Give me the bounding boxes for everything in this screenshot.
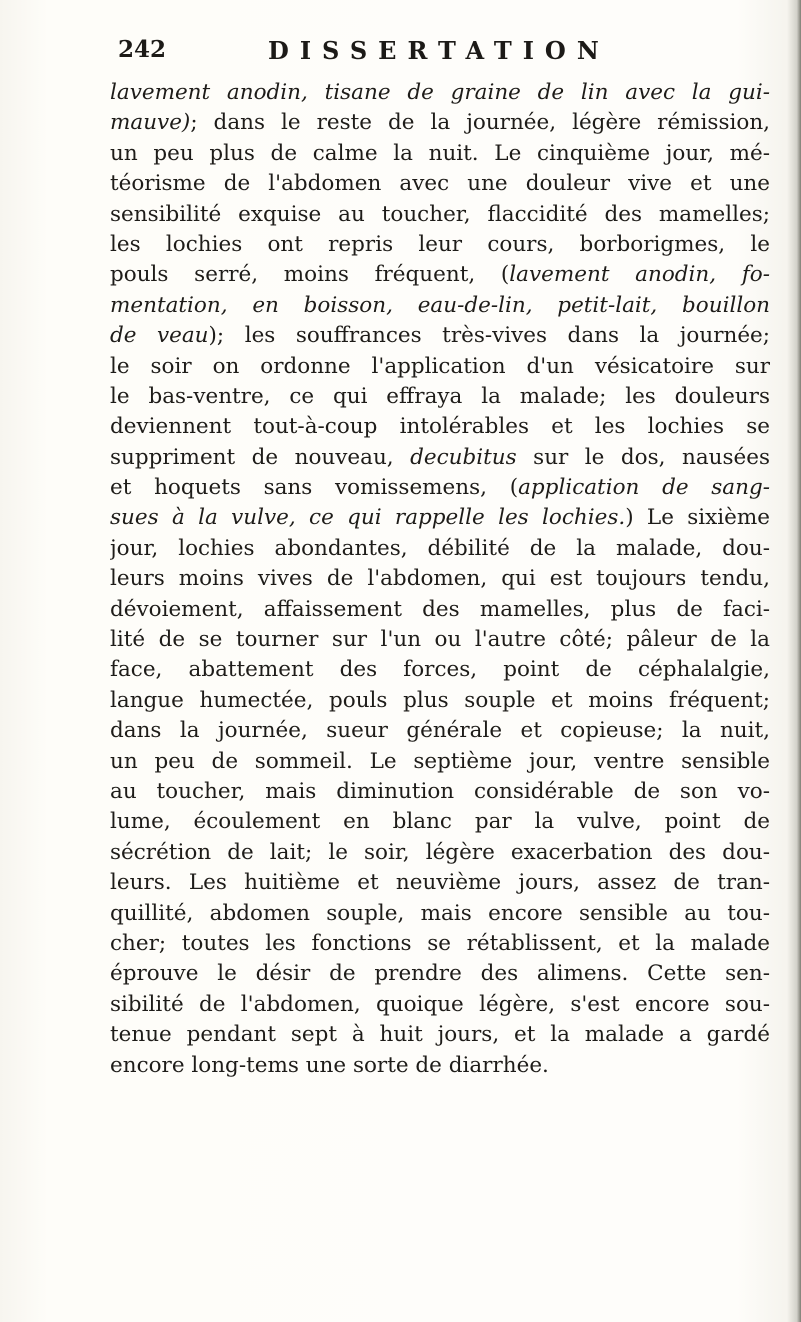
running-title: DISSERTATION [268, 36, 610, 65]
text-segment: deviennent tout-à-coup intolérables et les lochies se [110, 414, 770, 440]
text-segment: éprouve le désir de prendre des alimens. Cette sen- [110, 961, 770, 987]
text-line [110, 321, 770, 351]
text-line [110, 747, 770, 777]
text-line [110, 777, 770, 807]
text-segment: sibilité de l'abdomen, quoique légère, s'est encore sou- [110, 991, 770, 1017]
text-segment: leurs. Les huitième et neuvième jours, assez de tran- [110, 870, 770, 896]
text-segment: sécrétion de lait; le soir, légère exacerbation des dou- [110, 839, 770, 865]
text-segment: lité de se tourner sur l'un ou l'autre côté; pâleur de la [110, 627, 770, 653]
text-line [110, 686, 770, 716]
text-line [110, 78, 770, 108]
text-segment: dévoiement, affaissement des mamelles, plus de faci- [110, 596, 770, 622]
text-line [110, 139, 770, 169]
text-segment: ; dans le reste de la journée, légère rémission, [190, 110, 770, 136]
text-line [110, 503, 770, 533]
italic-segment: sues à la vulve, ce qui rappelle les lochies. [110, 505, 626, 531]
text-segment: le soir on ordonne l'application d'un vésicatoire sur [110, 353, 770, 379]
text-line [110, 595, 770, 625]
text-line [110, 1051, 770, 1081]
text-line [110, 564, 770, 594]
text-segment: face, abattement des forces, point de céphalalgie, [110, 657, 770, 683]
text-line [110, 868, 770, 898]
text-segment: téorisme de l'abdomen avec une douleur vive et une [110, 171, 770, 197]
page-number: 242 [118, 36, 167, 63]
text-segment: encore long-tems une sorte de diarrhée. [110, 1052, 549, 1078]
text-line [110, 108, 770, 138]
text-line [110, 899, 770, 929]
text-line [110, 1020, 770, 1050]
text-segment: pouls serré, moins fréquent, ( [110, 262, 510, 288]
text-segment: le bas-ventre, ce qui effraya la malade; les douleurs [110, 383, 770, 409]
text-line [110, 230, 770, 260]
text-segment: lume, écoulement en blanc par la vulve, point de [110, 809, 770, 835]
text-segment: ); les souffrances très-vives dans la journée; [208, 323, 770, 349]
text-line [110, 807, 770, 837]
text-segment: un peu de sommeil. Le septième jour, ventre sensible [110, 748, 770, 774]
body-text [110, 78, 770, 1081]
page-header [118, 36, 718, 72]
italic-segment: mentation, en boisson, eau-de-lin, petit-lait, bouillon [110, 292, 770, 318]
text-segment: dans la journée, sueur générale et copieuse; la nuit, [110, 718, 770, 744]
italic-segment: decubitus [410, 444, 517, 470]
text-line [110, 412, 770, 442]
text-line [110, 443, 770, 473]
text-segment: au toucher, mais diminution considérable de son vo- [110, 778, 770, 804]
text-line [110, 990, 770, 1020]
page-edge-shadow [787, 0, 801, 1322]
text-segment: ) Le sixième [625, 505, 770, 531]
text-line [110, 655, 770, 685]
text-segment: jour, lochies abondantes, débilité de la malade, dou- [110, 535, 770, 561]
text-line [110, 260, 770, 290]
text-line [110, 291, 770, 321]
text-line [110, 169, 770, 199]
text-segment: suppriment de nouveau, [110, 444, 411, 470]
text-line [110, 625, 770, 655]
italic-segment: lavement anodin, tisane de graine de lin avec la gui- [110, 80, 770, 105]
text-segment: leurs moins vives de l'abdomen, qui est toujours tendu, [110, 566, 770, 592]
italic-segment: application de sang- [518, 475, 770, 501]
text-segment: et hoquets sans vomissemens, ( [110, 475, 519, 501]
italic-segment: de veau [110, 323, 209, 349]
text-line [110, 959, 770, 989]
text-line [110, 534, 770, 564]
text-segment: langue humectée, pouls plus souple et moins fréquent; [110, 687, 770, 713]
italic-segment: mauve) [110, 110, 191, 136]
text-segment: quillité, abdomen souple, mais encore sensible au tou- [110, 900, 770, 926]
text-line [110, 716, 770, 746]
text-line [110, 838, 770, 868]
text-segment: sensibilité exquise au toucher, flaccidité des mamelles; [110, 201, 770, 227]
text-line [110, 200, 770, 230]
text-segment: tenue pendant sept à huit jours, et la malade a gardé [110, 1022, 770, 1048]
text-segment: les lochies ont repris leur cours, borborigmes, le [110, 231, 770, 257]
text-line [110, 929, 770, 959]
text-line [110, 352, 770, 382]
text-segment: sur le dos, nausées [516, 444, 770, 470]
italic-segment: lavement anodin, fo- [509, 262, 770, 288]
text-segment: un peu plus de calme la nuit. Le cinquième jour, mé- [110, 140, 770, 166]
text-segment: cher; toutes les fonctions se rétablissent, et la malade [110, 930, 770, 956]
text-line [110, 382, 770, 412]
text-line [110, 473, 770, 503]
